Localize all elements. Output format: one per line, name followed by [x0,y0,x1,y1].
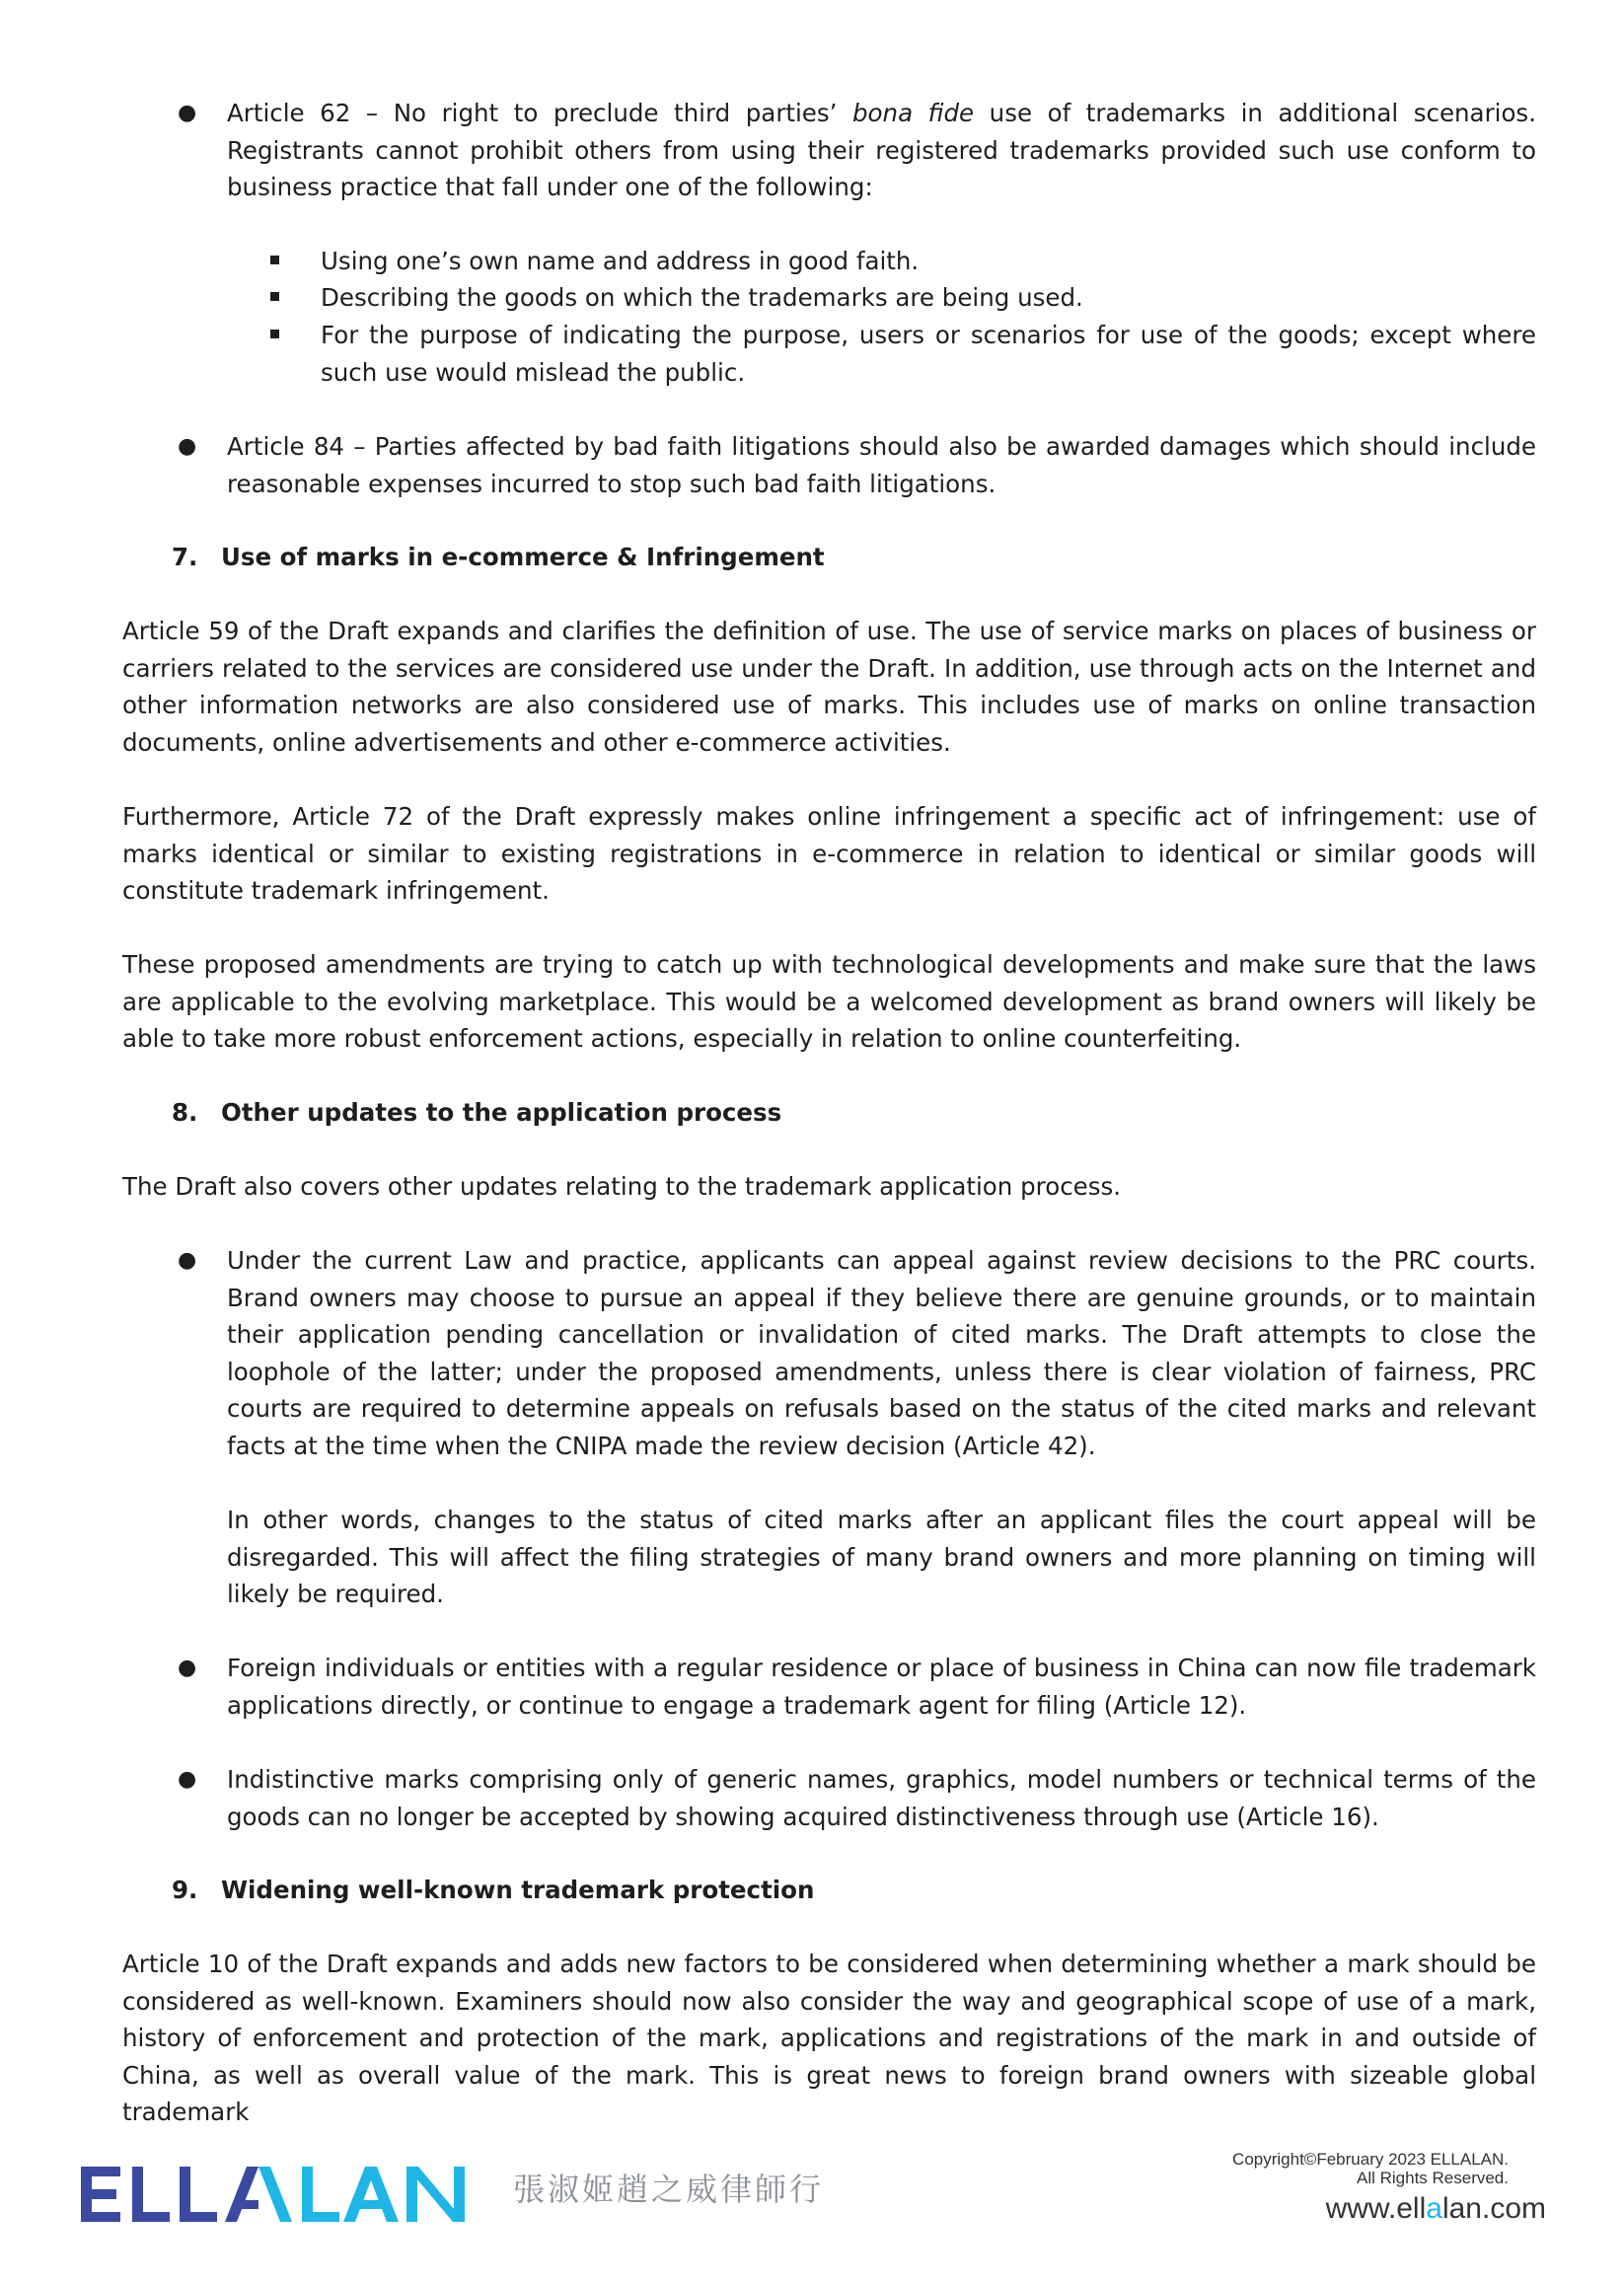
sub-bullet-item: Using one’s own name and address in good faith. [321,247,920,275]
bullet-dot: ● [178,1767,197,1792]
article-84-bullet: Article 84 – Parties affected by bad faith litigations should also be awarded damages which should include reasonable expenses incurred to stop such bad faith litigations. [227,432,1536,498]
square-bullet [270,292,279,301]
website-link[interactable]: www.ellalan.com [1325,2192,1546,2225]
bullet-continuation: In other words, changes to the status of cited marks after an applicant files the court appeal will be disregarded. This will affect the filing strategies of many brand owners and more planning on timing will likely be required. [227,1506,1536,1608]
paragraph: Furthermore, Article 72 of the Draft expressly makes online infringement a specific act of infringement: use of marks identical or similar to existing registrations in e-commerce in relation to identical or similar goods will constitute trademark infringement. [122,802,1536,905]
paragraph: The Draft also covers other updates relating to the trademark application process. [122,1172,1122,1201]
rights-text: All Rights Reserved. [1356,2169,1509,2187]
paragraph: Article 59 of the Draft expands and clarifies the definition of use. The use of service marks on places of business or carriers related to the services are considered use under the Draft. In addition, use through acts on the Internet and other information networks are also considered use of marks. This includes use of marks on online transaction documents, online advertisements and other e-commerce activities. [122,617,1536,757]
paragraph: Article 10 of the Draft expands and adds new factors to be considered when determining whether a mark should be considered as well-known. Examiners should now also consider the way and geographical scope of use of a mark, history of enforcement and protection of the mark, applications and registrations of the mark in and outside of China, as well as overall value of the mark. This is great news to foreign brand owners with sizeable global trademark [122,1950,1536,2126]
bullet-item: Foreign individuals or entities with a regular residence or place of business in China can now file trademark applications directly, or continue to engage a trademark agent for filing (Article 12). [227,1654,1536,1720]
bullet-item: Indistinctive marks comprising only of generic names, graphics, model numbers or technical terms of the goods can no longer be accepted by showing acquired distinctiveness through use (Article 16). [227,1765,1536,1831]
section-heading: 9. Widening well-known trademark protection [172,1876,815,1904]
sub-bullet-item: For the purpose of indicating the purpose, users or scenarios for use of the goods; except where such use would mislead the public. [321,321,1536,387]
section-heading: 8. Other updates to the application process [172,1098,782,1127]
italic-term: bona fide [852,99,975,127]
paragraph: These proposed amendments are trying to catch up with technological developments and make sure that the laws are applicable to the evolving marketplace. This would be a welcomed development as brand owners will likely be able to take more robust enforcement actions, especially in relation to online counterfeiting. [122,950,1536,1053]
square-bullet [270,330,279,338]
sub-bullet-item: Describing the goods on which the trademarks are being used. [321,283,1083,312]
bullet-item: Under the current Law and practice, applicants can appeal against review decisions to the PRC courts. Brand owners may choose to pursue an appeal if they believe there are genuine grounds, or to maintain their application pending cancellation or invalidation of cited marks. The Draft attempts to close the loophole of the latter; under the proposed amendments, unless there is clear violation of fairness, PRC courts are required to determine appeals on refusals based on the status of the cited marks and relevant facts at the time when the CNIPA made the review decision (Article 42). [227,1246,1536,1460]
bullet-dot: ● [178,434,197,459]
firm-chinese-name: 張淑姬趙之威律師行 [513,2171,825,2208]
article-62-bullet: Article 62 – No right to preclude third parties’ bona fide use of trademarks in additional scenarios. Registrants cannot prohibit others from using their registered trademarks provided such use conform to business practice that fall under one of the following: [227,99,1536,201]
copyright-text: Copyright©February 2023 ELLALAN. [1232,2150,1509,2169]
bullet-dot: ● [178,1656,197,1680]
square-bullet [270,256,279,264]
bullet-dot: ● [178,1248,197,1273]
ellalan-logo [79,2161,469,2228]
section-heading: 7. Use of marks in e-commerce & Infringement [172,543,825,571]
bullet-dot: ● [178,101,197,125]
